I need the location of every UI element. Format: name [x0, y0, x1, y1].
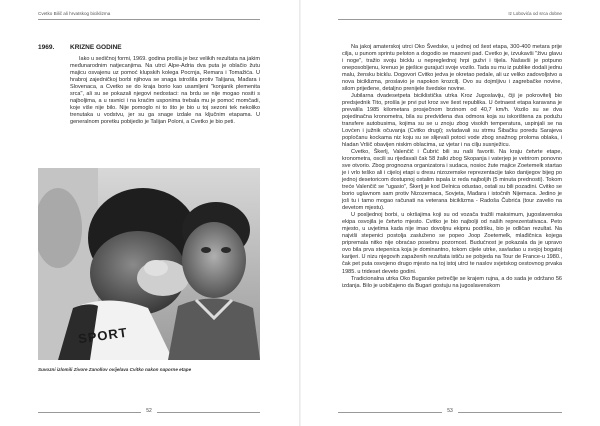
right-page — [300, 0, 600, 426]
right-paragraph-2: Jubilarna dvadesetpeta biciklistička utrka Kroz Jugoslaviju, čiji je pokrovitelj bio predsjednik Tito, prošla je prvi put kroz sve šest republika. U četnaest etapa karavana je prevalila 1985 kilometara prosječnom brzinom od 40,7 km/h. Vozilo su se dva pojedinačna kronometra, bila su predviđena dva odmora koja su iskorištena za podužu transfere autobusima, kojima su se u znoju zbog visokih temperatura, uspinjali se na Lovćen i južnik očuvanja (Cvitko drugi); svladavali su strmu Šibačku poredu Sarajeva popločanu kockama niz koju su se slijevali potoci vode zbog snažnog proloma oblaka, i hladan Vršič obavijen niskim oblacima, uz vjetar i na cilju susnježicu. — [342, 93, 562, 149]
right-paragraph-4: U posljednoj borbi, u okršajima koji su od vozača tražili maksimum, jugoslavenska ekipa osvojila je četvrto mjesto. Cvitko je bio najbolji od naših reprezentativaca. Peto mjesto, u uvjetima kada nije imao dovoljnu ekipnu podršku, bio je odličan rezultat. Na najviši stepenici postolja zasluženo se popeo Joop Zoetemelk, mlađičnica kojega pripremala nitko nije obraćao posebnu pozornost. Budućnost je pokazala da je upravo ovo bila prva stepenica koja je dominantno, tokom cijele utrke, savladao u svojoj bogatoj karijeri. U nizu njegovih zapaženih rezultata ističu se pobjeda na Tour de France-u 1980., čak pet puta osvojeno drugo mjesto na toj istoj utrci te naslov svjetskog cestovnog prvaka 1985. u trideset deveto godini. — [342, 212, 562, 275]
right-paragraph-5: Tradicionalna utrka Oko Bugarske petrečlje se krajem rujna, a do sada je održano 56 izdanja. Bilo je uobičajeno da Bugari gostuju na jugoslavenskom — [342, 275, 562, 289]
left-body-text — [70, 56, 260, 126]
left-running-head: Cvetko Bilič ali hrvatskog biciklizma — [38, 11, 111, 16]
photo-caption: Suvozni izlomili Zivorе Zanollov ovijelava Cvitko nakon naporne etape — [38, 367, 192, 372]
right-body-text — [342, 44, 562, 290]
cyclists-photo — [38, 168, 260, 360]
year-label: 1969. — [38, 44, 55, 51]
photo-illustration — [38, 168, 260, 360]
right-header-rule — [338, 19, 562, 20]
left-header-rule — [38, 19, 260, 20]
section-title: KRIZNE GODINE — [70, 44, 122, 51]
right-page-number: 53 — [442, 408, 458, 414]
left-paragraph: Iako u sedičnoj formi, 1969. godina prošla je bez velikih rezultata na jakim međunarodnim natjecanjima. Na utrci Alpe-Adria dva puta je oblačio žutu majicu osvajenu uz pomoć klupskih kolega Pocrnja, Remara i Tomažića. U hrabroj zajedničkoj borbi njihova se snaga istrošila protiv Talijana, Mađara i Slovenaca, a Cvetko se do kraja borio kao usamljeni "konjanik plemenita srca", ali su se pokazali njegovi nedostaci: na brdu se nije mogao nositi s najboljima, a u ravnici i na kraćim usponima trebala mu je pomoć momčadi, koje više nije bilo. Nije pomoglo ni to što je bio u toj sezoni tek nekoliko trenutaka u vodstvu, jer su ga snage izdale na ključnim etapama. U generalnom poretku pobijedio je Talijan Poloni, a Cvetko je bio peti. — [70, 56, 260, 126]
right-running-head: Iz Lobovića od srca dobne — [508, 11, 562, 16]
right-paragraph-1: Na jakoj amaterskoj utrci Oko Švedske, u jednoj od šest etapa, 300-400 metara prije cilja, u punom sprintu peloton a dogodio se masovni pad. Cvetko je, izvukavši "živu glavu i noge", tražio svoju bicklu u nepreglednoj hrpi gužvi i tijela. Našavši je potpuno oneposobljenu, krenuo je pješice gurajući svoje vozilo. Tada su mu iz publike dodali jednu malu, žensku bicklu. Dogovori Cvitko jedva je okretao pedale, ali uz veliko zadovoljstvo a nova biciklizma, proslavio je napokon krozcilj. Ovo su dojmljivu i zagrebačke novine, silom prijeđene, detaljno prenijele švedske novine. — [342, 44, 562, 93]
right-paragraph-3: Cvetko, Škerlj, Valenčič i Čubrić bili su naši favoriti. Na kraju četvrte etape, kronometra, oscili su rijeđavali čak 58 žalki zbog Skopanja i vaterjep je vetrirom ponovno sve otvorio. Zbog prognozna organizatora i sudaca, nosioc žute majice Zoetemelk startao je i vrlo teško ali i cijeloj etapi u dresu nizozemske reprezentacije tako danijegov bijeg po jednoj desetoricom dostupnoj ostalim ispala iz reda najboljih (5 minuta prednosti). Tokom treće Valenčič se "ugasio", Škerlj je kod Delnica odustao, ostali su bili pozadini. Cvitko se borio uglavnom sam protiv Nizozemaca, Sovjeta, Mađara i istočnih Nijemaca. Jedino je još tu i tamo mogao računati na veterana biciklizma - Radoša Čubrića (tour zavelio na devetom mjestu). — [342, 149, 562, 212]
jersey-text: SPORT — [77, 324, 129, 347]
left-page-number: 52 — [141, 408, 157, 414]
